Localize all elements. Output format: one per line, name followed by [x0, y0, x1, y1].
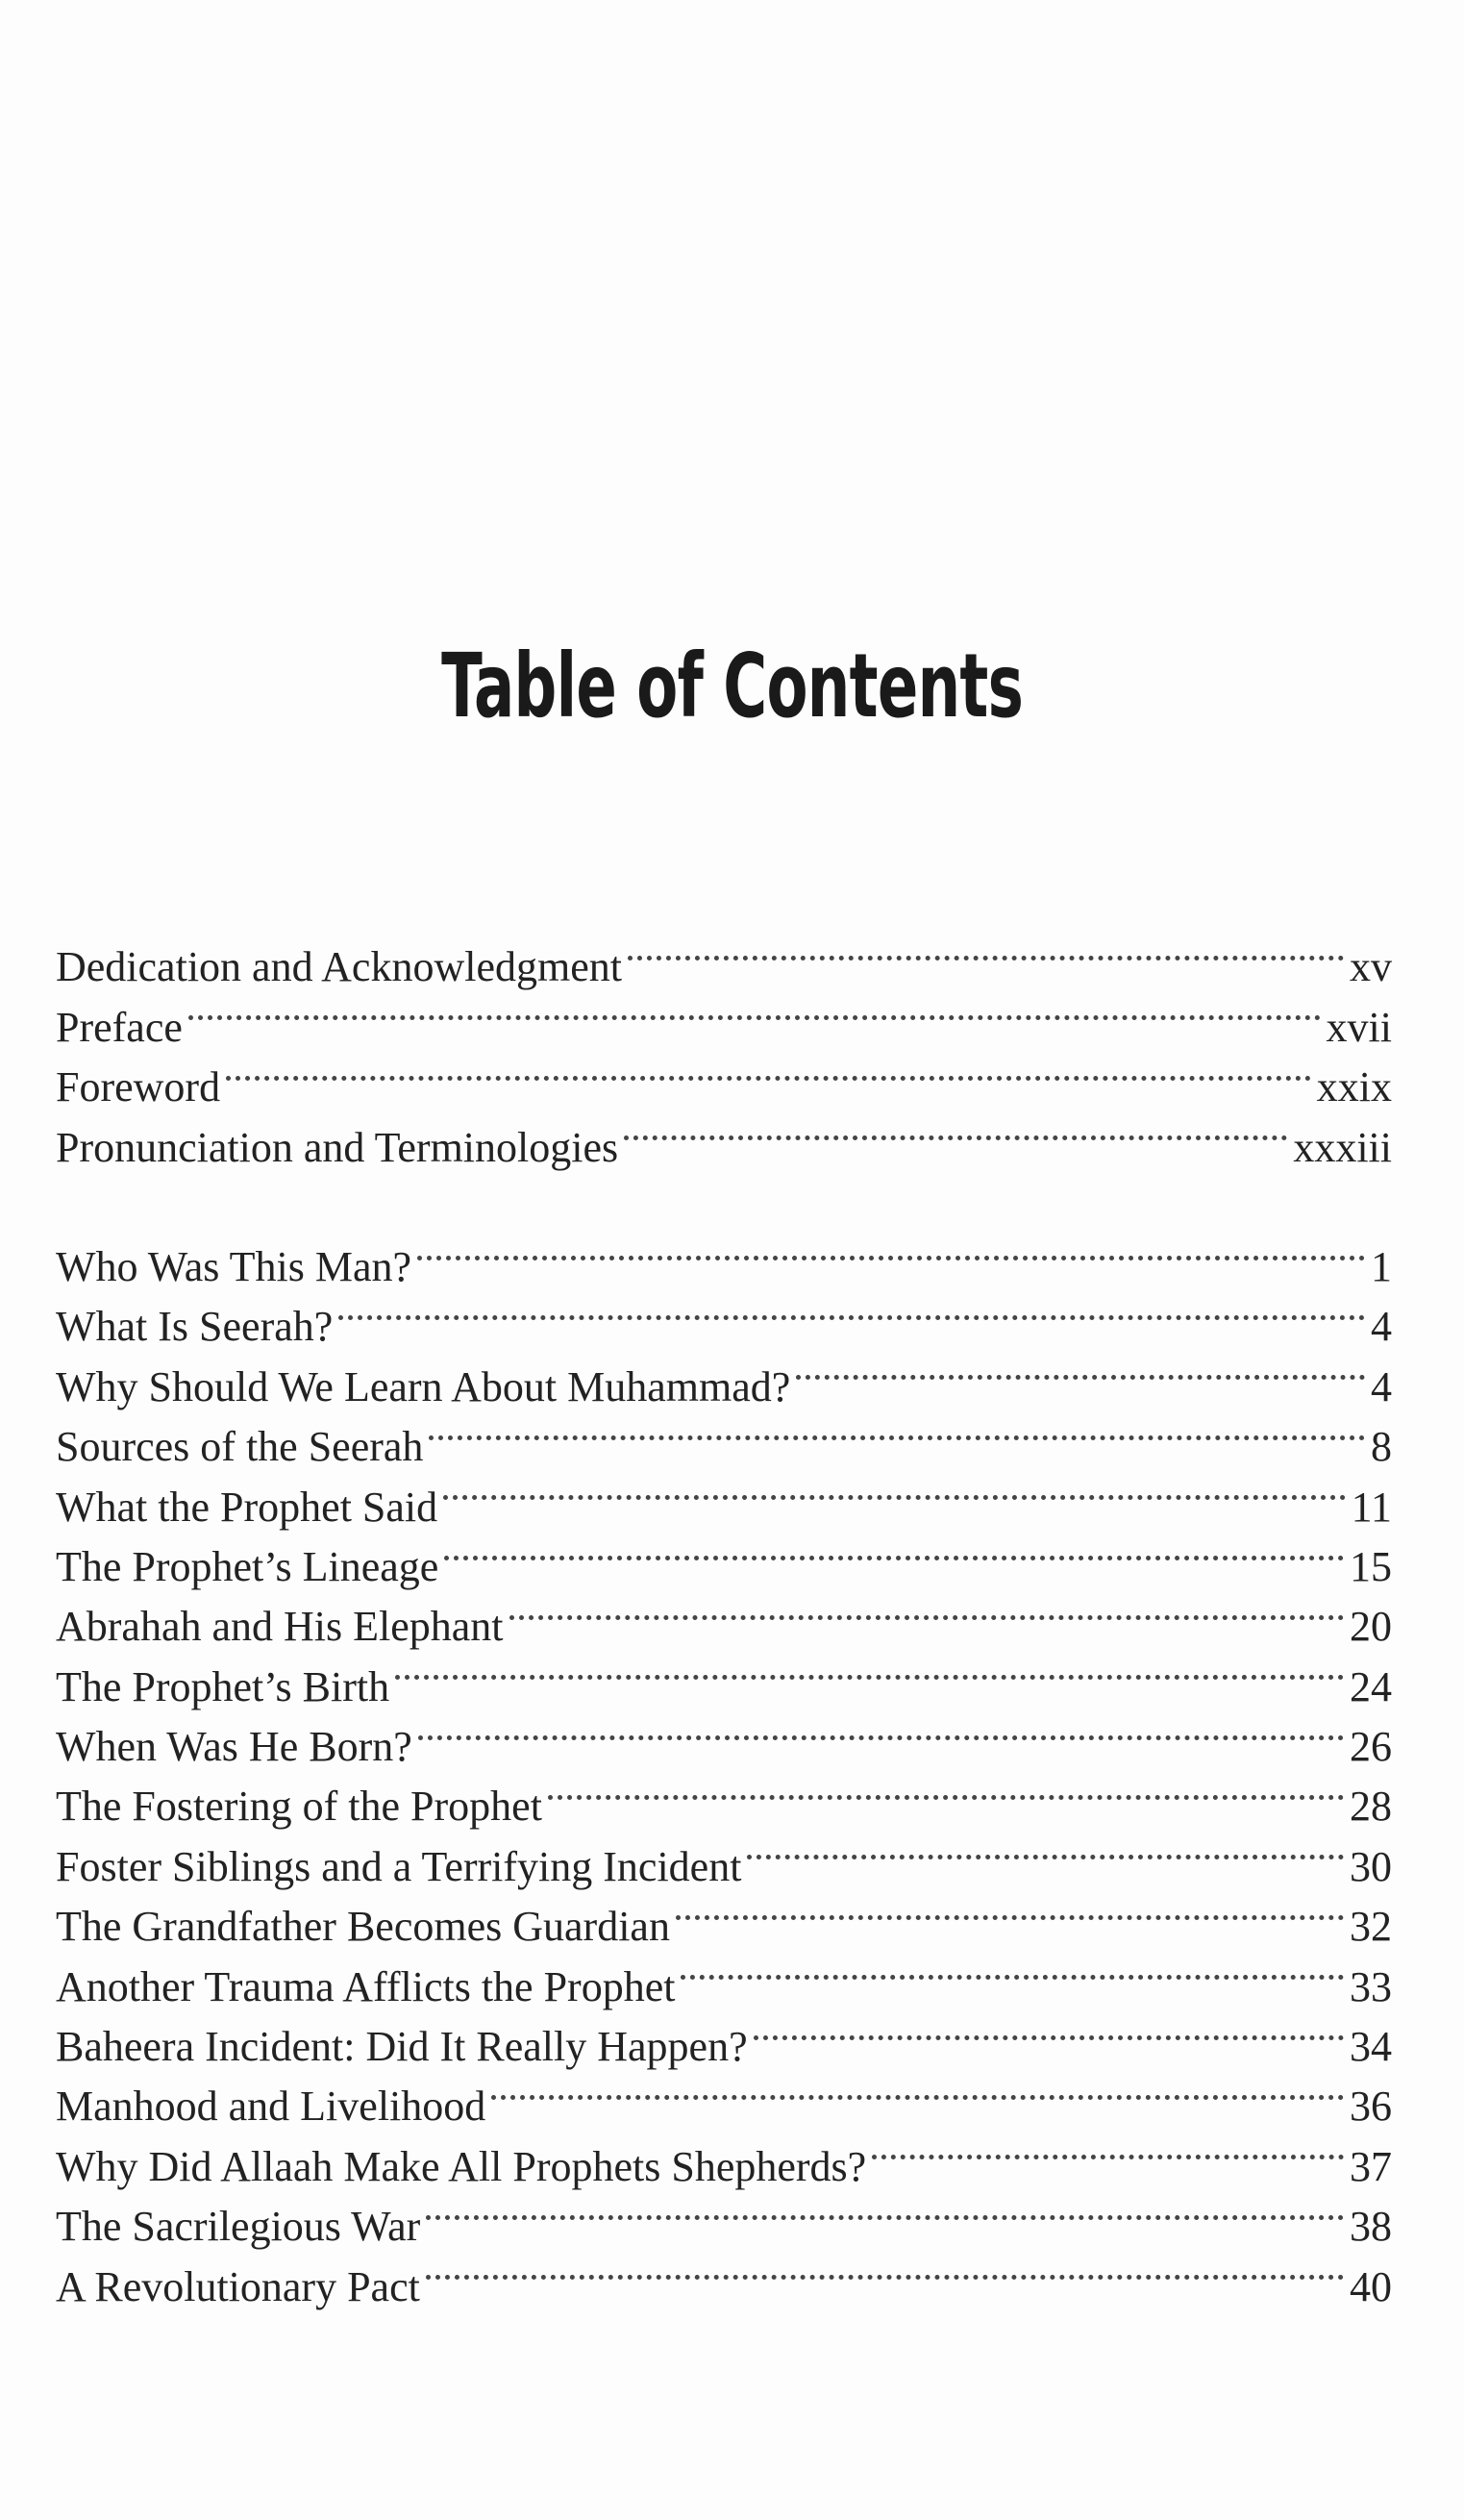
toc-entry-label: Baheera Incident: Did It Really Happen?	[56, 2023, 748, 2071]
toc-entry-page: 8	[1371, 1423, 1392, 1471]
dot-leader	[509, 1581, 1344, 1640]
toc-entry-label: Preface	[56, 1003, 183, 1051]
toc-entry-label: Abrahah and His Elephant	[56, 1603, 504, 1651]
toc-entry-page: 1	[1371, 1242, 1392, 1290]
toc-entry-page: 38	[1350, 2203, 1392, 2251]
toc-entry-page: 33	[1350, 1962, 1392, 2010]
dot-leader	[548, 1760, 1344, 1820]
toc-entry-label: A Revolutionary Pact	[56, 2262, 420, 2310]
toc-entry-label: Another Trauma Afflicts the Prophet	[56, 1962, 676, 2010]
dot-leader	[444, 1521, 1344, 1581]
toc-entry-label: Why Did Allaah Make All Prophets Shepherds?	[56, 2142, 867, 2190]
dot-leader	[676, 1881, 1344, 1940]
toc-entry-label: The Prophet’s Birth	[56, 1662, 390, 1710]
toc-entry-page: 32	[1350, 1903, 1392, 1951]
dot-leader	[628, 921, 1344, 981]
toc-entry-page: 20	[1350, 1603, 1392, 1651]
dot-leader	[747, 1820, 1344, 1880]
toc-entry-page: 4	[1371, 1362, 1392, 1410]
toc-entry-page: xxxiii	[1293, 1123, 1392, 1171]
toc-entry	[56, 1041, 1392, 1111]
toc-entry-label: Why Should We Learn About Muhammad?	[56, 1362, 791, 1410]
dot-leader	[754, 2001, 1344, 2060]
toc-entry-label: When Was He Born?	[56, 1723, 412, 1771]
dot-leader	[426, 2181, 1344, 2240]
dot-leader	[872, 2120, 1344, 2180]
toc-entry-label: The Prophet’s Lineage	[56, 1542, 439, 1590]
toc-entry-label: Who Was This Man?	[56, 1242, 412, 1290]
dot-leader	[429, 1401, 1365, 1460]
toc-entry-page: 28	[1350, 1783, 1392, 1831]
toc-entry-page: 36	[1350, 2083, 1392, 2131]
dot-leader	[491, 2060, 1344, 2120]
dot-leader	[188, 981, 1321, 1040]
toc-entry-label: Foreword	[56, 1063, 221, 1111]
toc-entry	[56, 921, 1392, 991]
toc-entry-label: Sources of the Seerah	[56, 1423, 424, 1471]
dot-leader	[417, 1221, 1365, 1281]
toc-entry	[56, 1221, 1392, 1290]
dot-leader	[338, 1281, 1365, 1340]
toc-entry	[56, 981, 1392, 1051]
dot-leader	[395, 1640, 1344, 1700]
toc-entry-page: 4	[1371, 1303, 1392, 1351]
toc-entry-label: What Is Seerah?	[56, 1303, 334, 1351]
toc-entry-page: 40	[1350, 2262, 1392, 2310]
dot-leader	[624, 1101, 1287, 1160]
dot-leader	[796, 1340, 1365, 1400]
toc-entry-page: 24	[1350, 1662, 1392, 1710]
dot-leader	[418, 1701, 1344, 1760]
toc-entry-label: Dedication and Acknowledgment	[56, 943, 622, 991]
toc-entry-page: 11	[1351, 1483, 1392, 1531]
toc-entry-label: What the Prophet Said	[56, 1483, 438, 1531]
toc-entry	[56, 1101, 1392, 1171]
dot-leader	[681, 1940, 1344, 2000]
toc-entry-label: Manhood and Livelihood	[56, 2083, 486, 2131]
toc-entry-page: xxix	[1316, 1063, 1392, 1111]
toc-entry-page: 15	[1350, 1542, 1392, 1590]
dot-leader	[426, 2240, 1344, 2300]
table-of-contents	[56, 921, 1392, 2310]
toc-entry-page: 30	[1350, 1842, 1392, 1890]
toc-entry-page: xv	[1350, 943, 1392, 991]
page-title: Table of Contents	[441, 635, 1024, 737]
toc-entry-label: The Grandfather Becomes Guardian	[56, 1903, 670, 1951]
toc-entry-label: The Fostering of the Prophet	[56, 1783, 542, 1831]
toc-entry-label: Pronunciation and Terminologies	[56, 1123, 619, 1171]
toc-entry-label: Foster Siblings and a Terrifying Incident	[56, 1842, 742, 1890]
toc-entry-page: 34	[1350, 2023, 1392, 2071]
toc-entry-page: xvii	[1326, 1003, 1392, 1051]
toc-entry-page: 37	[1350, 2142, 1392, 2190]
dot-leader	[226, 1041, 1311, 1101]
toc-entry-label: The Sacrilegious War	[56, 2203, 421, 2251]
dot-leader	[443, 1460, 1345, 1520]
toc-entry-page: 26	[1350, 1723, 1392, 1771]
